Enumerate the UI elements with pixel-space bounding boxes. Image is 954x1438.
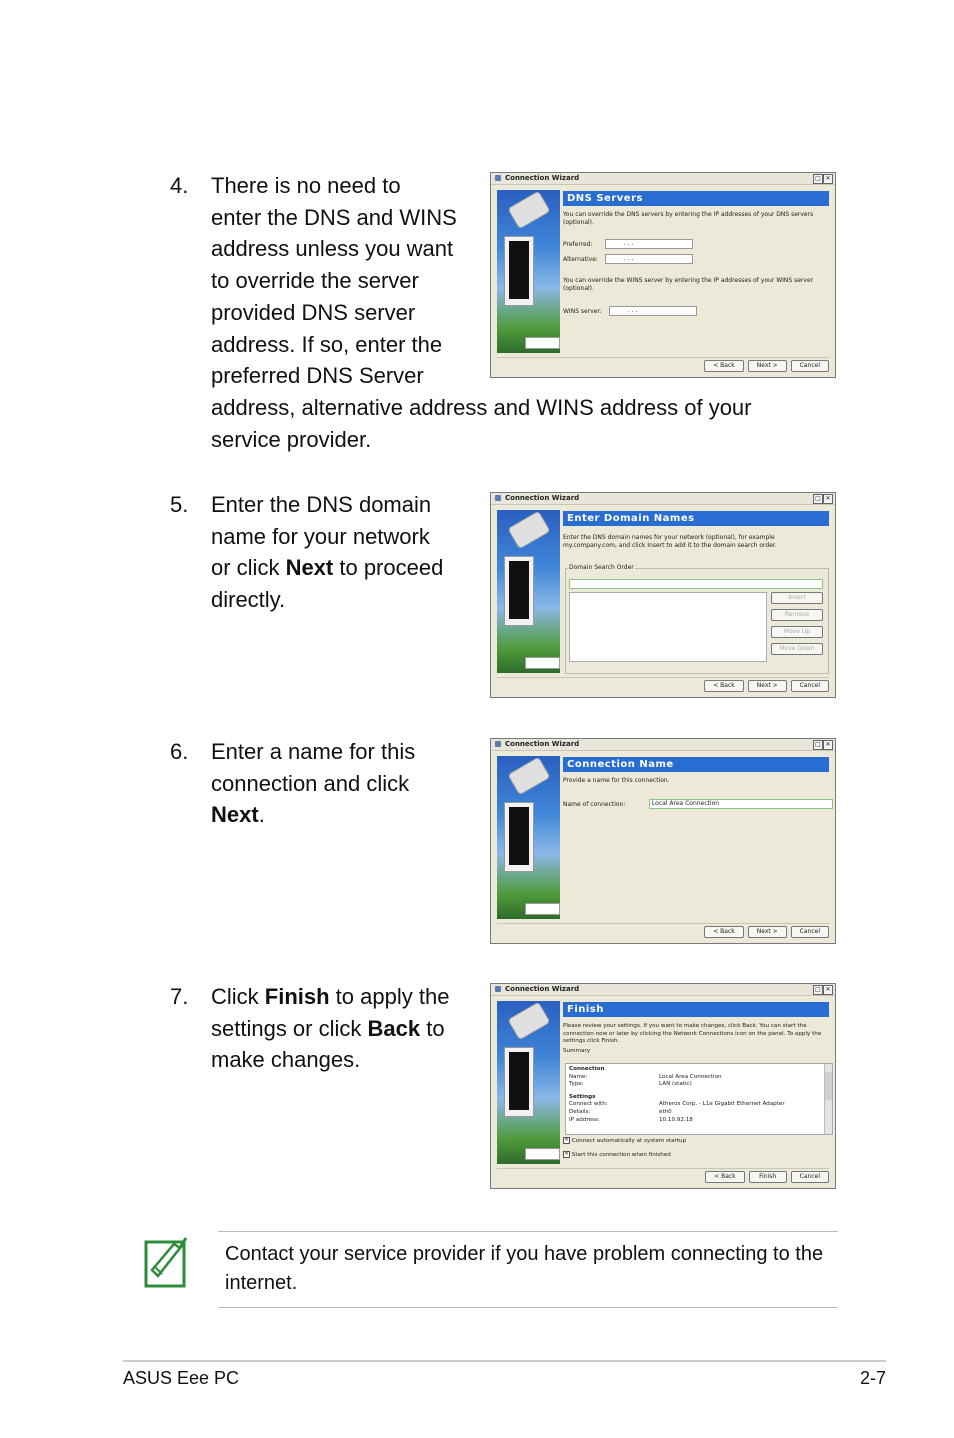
close-icon[interactable]: ✕: [823, 494, 833, 504]
start-now-row: [563, 1151, 829, 1160]
next-keyword: Next: [285, 555, 334, 581]
wizard-side-image: [497, 510, 560, 673]
connection-description: Provide a name for this connection.: [563, 777, 670, 784]
wizard-side-image: [497, 1001, 560, 1164]
step-line: make changes.: [211, 1047, 361, 1073]
preferred-row: [563, 239, 693, 249]
step-line: address unless you want: [211, 236, 454, 262]
step-number: 4.: [170, 173, 189, 198]
move-down-button[interactable]: Move Down: [771, 643, 823, 655]
auto-connect-checkbox[interactable]: ✕: [564, 1137, 569, 1143]
network-icon: [495, 741, 501, 747]
maximize-icon[interactable]: □: [813, 494, 823, 504]
wizard-body: [563, 211, 829, 315]
scroll-thumb[interactable]: [825, 1072, 832, 1100]
wizard-body: [563, 1023, 829, 1158]
window-title: Connection Wizard: [505, 985, 580, 993]
step-number: 5.: [170, 492, 189, 517]
next-button[interactable]: Next >: [748, 680, 787, 692]
dns-servers-window: [490, 172, 836, 378]
step-line: There is no need to: [211, 173, 401, 198]
summary-box: [565, 1063, 833, 1135]
summary-label: Summary: [563, 1047, 591, 1054]
window-title: Connection Wizard: [505, 740, 580, 748]
step-line: directly.: [211, 587, 286, 613]
network-icon: [495, 495, 501, 501]
wizard-body: [563, 534, 829, 652]
wizard-heading: Finish: [563, 1002, 829, 1017]
monitor-icon: [504, 556, 534, 626]
connection-name-label: Name of connection:: [563, 800, 626, 808]
group-label: Domain Search Order: [569, 564, 634, 571]
plug-icon: [507, 757, 550, 796]
cancel-button[interactable]: Cancel: [791, 360, 829, 372]
step-line: address. If so, enter the: [211, 331, 443, 357]
cancel-button[interactable]: Cancel: [791, 680, 829, 692]
wins-description: You can override the WINS server by entering the IP addresses of your WINS server (optional).: [563, 277, 814, 292]
wins-row: [563, 306, 697, 316]
title-bar: [491, 173, 835, 185]
preferred-label: Preferred:: [563, 240, 593, 248]
back-button[interactable]: < Back: [704, 926, 744, 938]
step-number: 6.: [170, 739, 189, 764]
connection-name-row: [563, 799, 833, 809]
alternative-label: Alternative:: [563, 255, 598, 263]
step-text: [211, 981, 481, 1076]
step-line: connection and click: [211, 770, 410, 796]
alternative-dns-input[interactable]: . . .: [605, 254, 693, 264]
back-button[interactable]: < Back: [704, 360, 744, 372]
step-line: Click Finish to apply the: [211, 984, 450, 1009]
keyboard-icon: [525, 337, 560, 349]
auto-connect-row: [563, 1137, 829, 1146]
domain-names-window: [490, 492, 836, 698]
finish-window: [490, 983, 836, 1189]
step-line: name for your network: [211, 523, 430, 549]
monitor-icon: [504, 236, 534, 306]
keyboard-icon: [525, 1148, 560, 1160]
step-line: provided DNS server: [211, 299, 416, 325]
wizard-buttons: [700, 680, 829, 692]
plug-icon: [507, 1002, 550, 1041]
wizard-heading: Connection Name: [563, 757, 829, 772]
title-bar: [491, 493, 835, 505]
insert-button[interactable]: Insert: [771, 592, 823, 604]
back-button[interactable]: < Back: [705, 1171, 745, 1183]
step-line: enter the DNS and WINS: [211, 204, 457, 230]
plug-icon: [507, 511, 550, 550]
maximize-icon[interactable]: □: [813, 985, 823, 995]
note-pencil-icon: [144, 1236, 188, 1288]
remove-button[interactable]: Remove: [771, 609, 823, 621]
summary-row: Type: LAN (static): [569, 1081, 692, 1088]
step-number: 7.: [170, 984, 189, 1009]
start-now-checkbox[interactable]: ✕: [564, 1151, 569, 1157]
alternative-row: [563, 254, 693, 264]
next-button[interactable]: Next >: [748, 926, 787, 938]
summary-row: Connect with: Atheros Corp. - L1e Gigabit Ethernet Adapter: [569, 1101, 785, 1108]
dns-description: You can override the DNS servers by entering the IP addresses of your DNS servers (optional).: [563, 211, 814, 226]
window-title: Connection Wizard: [505, 174, 580, 182]
cancel-button[interactable]: Cancel: [791, 1171, 829, 1183]
network-icon: [495, 986, 501, 992]
wizard-side-image: [497, 756, 560, 919]
keyboard-icon: [525, 903, 560, 915]
step-line: preferred DNS Server: [211, 363, 424, 389]
summary-row: Details: eth0: [569, 1108, 672, 1115]
step-text: [211, 736, 471, 831]
monitor-icon: [504, 802, 534, 872]
wins-server-input[interactable]: . . .: [609, 306, 697, 316]
step-line: Next.: [211, 802, 265, 828]
wins-label: WINS server:: [563, 307, 602, 315]
wizard-buttons: [700, 360, 829, 372]
domain-list[interactable]: [569, 592, 767, 662]
plug-icon: [507, 191, 550, 230]
summary-row: IP address: 10.10.92.18: [569, 1116, 693, 1123]
close-icon[interactable]: ✕: [823, 740, 833, 750]
back-keyword: Back: [367, 1015, 421, 1041]
maximize-icon[interactable]: □: [813, 174, 823, 184]
summary-section: Settings: [569, 1093, 596, 1100]
next-keyword: Next: [211, 802, 259, 828]
keyboard-icon: [525, 657, 560, 669]
close-icon[interactable]: ✕: [823, 985, 833, 995]
wizard-buttons: [700, 926, 829, 938]
note-text: Contact your service provider if you have problem connecting to the internet.: [225, 1243, 824, 1294]
wizard-buttons: [701, 1171, 829, 1183]
cancel-button[interactable]: Cancel: [791, 926, 829, 938]
domain-search-group: [565, 564, 829, 674]
title-bar: [491, 984, 835, 996]
finish-keyword: Finish: [264, 984, 330, 1009]
next-button[interactable]: Next >: [748, 360, 787, 372]
step-text: [211, 489, 471, 616]
step-line: Enter a name for this: [211, 739, 416, 764]
preferred-dns-input[interactable]: . . .: [605, 239, 693, 249]
wizard-heading: DNS Servers: [563, 191, 829, 206]
note-box: [218, 1231, 838, 1308]
close-icon[interactable]: ✕: [823, 174, 833, 184]
step-line: Enter the DNS domain: [211, 492, 432, 517]
scrollbar[interactable]: [824, 1064, 832, 1134]
step-line: or click Next to proceed: [211, 555, 444, 581]
network-icon: [495, 175, 501, 181]
footer-divider: [123, 1360, 886, 1362]
step-line: to override the server: [211, 268, 419, 294]
start-now-label: Start this connection when finished: [571, 1152, 671, 1158]
back-button[interactable]: < Back: [704, 680, 744, 692]
window-title: Connection Wizard: [505, 494, 580, 502]
connection-name-window: [490, 738, 836, 944]
finish-button[interactable]: Finish: [749, 1171, 787, 1183]
monitor-icon: [504, 1047, 534, 1117]
connection-name-input[interactable]: Local Area Connection: [649, 799, 833, 809]
step-line: service provider.: [211, 426, 372, 452]
finish-description: Please review your settings. If you want to make changes, click Back. You can start the connection now or later by clicking the Network Connections icon on the panel. To apply the settings click Finish.: [563, 1023, 822, 1045]
page-number: 2-7: [859, 1368, 886, 1388]
step-line: settings or click Back to: [211, 1015, 445, 1041]
maximize-icon[interactable]: □: [813, 740, 823, 750]
summary-section: Connection: [569, 1066, 605, 1072]
wizard-heading: Enter Domain Names: [563, 511, 829, 526]
summary-row: Name: Local Area Connection: [569, 1073, 722, 1080]
footer-product: ASUS Eee PC: [123, 1368, 240, 1388]
step-line: address, alternative address and WINS address of your: [211, 394, 752, 420]
domain-description: Enter the DNS domain names for your network (optional), for example my.company.com, and click Insert to add it to the domain search order.: [563, 534, 777, 549]
move-up-button[interactable]: Move Up: [771, 626, 823, 638]
wizard-body: [563, 777, 829, 808]
wizard-side-image: [497, 190, 560, 353]
title-bar: [491, 739, 835, 751]
auto-connect-label: Connect automatically at system startup: [571, 1138, 687, 1144]
domain-input[interactable]: [569, 579, 823, 589]
